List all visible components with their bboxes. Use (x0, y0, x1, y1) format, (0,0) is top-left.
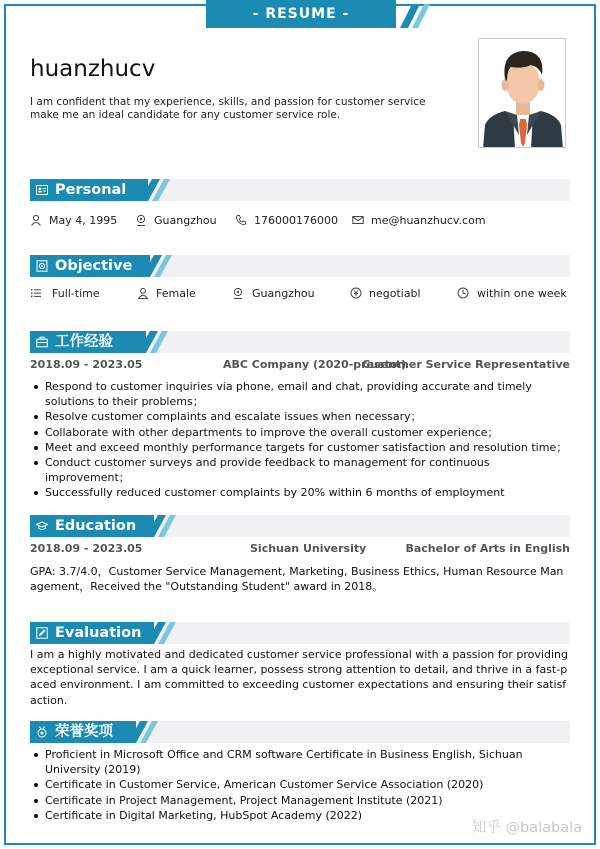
honors-section-header (30, 721, 136, 743)
personal-section-header (30, 179, 148, 201)
evaluation-text: I am a highly motivated and dedicated customer service professional with a passion for providing exceptional service. I am a quick learner, possess strong attention to detail, and thrive in a fast-paced environment. I am committed to exceeding customer expectations and ensuring their satisfaction. (30, 648, 568, 707)
list-item: Successfully reduced customer complaints by 20% within 6 months of employment (45, 485, 570, 500)
education-school: Sichuan University (250, 542, 367, 555)
availability: within one week (477, 287, 567, 300)
list-item: Meet and exceed monthly performance targets for customer satisfaction and resolution time； (45, 440, 570, 455)
list-item: Certificate in Project Management, Project Management Institute (2021) (45, 793, 570, 808)
email-address: me@huanzhucv.com (371, 214, 486, 227)
medal-icon (36, 726, 48, 738)
target-icon (36, 260, 48, 272)
education-details: GPA: 3.7/4.0，Customer Service Management, Marketing, Business Ethics, Human Resource Management，Received the "Outstanding Student" award in 2018。 (30, 565, 564, 594)
section-stripes-decoration (138, 331, 178, 353)
section-stripes-decoration (146, 622, 186, 644)
education-period: 2018.09 - 2023.05 (30, 542, 143, 555)
location: Guangzhou (154, 214, 217, 227)
watermark: 知乎 @balabala (471, 820, 582, 836)
list-item: Respond to customer inquiries via phone, email and chat, providing accurate and timely solutions to their problems； (45, 379, 570, 409)
person-icon (137, 287, 149, 299)
graduation-cap-icon (36, 520, 48, 532)
evaluation-section-title: Evaluation (55, 625, 142, 641)
envelope-icon (352, 214, 364, 226)
education-section-header (30, 515, 154, 537)
salary: negotiabl (369, 287, 421, 300)
education-entry-header (30, 542, 570, 556)
personal-section-title: Personal (55, 182, 127, 198)
list-icon (30, 287, 42, 299)
job-type: Full-time (52, 287, 100, 300)
section-stripes-decoration (140, 179, 180, 201)
candidate-name: huanzhucv (30, 56, 156, 82)
phone-icon (235, 214, 247, 226)
work-section-bar (30, 331, 570, 353)
tab-stripes-decoration (390, 4, 430, 28)
work-role: Customer Service Representative (362, 358, 570, 371)
education-degree: Bachelor of Arts in English (405, 542, 570, 555)
gender: Female (156, 287, 196, 300)
briefcase-icon (36, 336, 48, 348)
list-item: Resolve customer complaints and escalate issues when necessary； (45, 409, 570, 424)
birth-date: May 4, 1995 (49, 214, 118, 227)
avatar-illustration (479, 39, 566, 148)
list-item: Conduct customer surveys and provide feedback to management for continuous improvement； (45, 455, 570, 485)
evaluation-section-bar (30, 622, 570, 644)
intro-text: I am confident that my experience, skills, and passion for customer service make me an ideal candidate for any customer service role. (30, 96, 426, 121)
objective-info-row (30, 287, 570, 301)
pencil-icon (36, 627, 48, 639)
education-section-bar (30, 515, 570, 537)
id-card-icon (36, 184, 48, 196)
map-pin-icon (135, 214, 147, 226)
phone-number: 176000176000 (254, 214, 338, 227)
honors-list (45, 747, 570, 823)
work-section-header (30, 331, 146, 353)
education-section-title: Education (55, 518, 137, 534)
section-stripes-decoration (142, 255, 182, 277)
honors-section-bar (30, 721, 570, 743)
work-period: 2018.09 - 2023.05 (30, 358, 143, 371)
clock-icon (457, 287, 469, 299)
section-stripes-decoration (146, 515, 186, 537)
objective-section-header (30, 255, 150, 277)
person-icon (30, 214, 42, 226)
honors-section-title: 荣誉奖项 (55, 724, 113, 740)
objective-section-title: Objective (55, 258, 133, 274)
objective-section-bar (30, 255, 570, 277)
map-pin-icon (232, 287, 244, 299)
resume-tab: - RESUME - (206, 0, 396, 28)
section-stripes-decoration (128, 721, 168, 743)
work-entry-header (30, 358, 570, 372)
work-company: ABC Company (2020-present) (223, 358, 407, 371)
list-item: Proficient in Microsoft Office and CRM software Certificate in Business English, Sichuan University (2019) (45, 747, 570, 777)
profile-photo (478, 38, 566, 148)
list-item: Certificate in Customer Service, American Customer Service Association (2020) (45, 777, 570, 792)
personal-section-bar (30, 179, 570, 201)
list-item: Collaborate with other departments to improve the overall customer experience； (45, 425, 570, 440)
work-responsibilities-list (45, 379, 570, 501)
city: Guangzhou (252, 287, 315, 300)
work-section-title: 工作经验 (55, 334, 113, 350)
personal-info-row (30, 214, 570, 228)
coin-icon (350, 287, 362, 299)
list-item: Certificate in Digital Marketing, HubSpot Academy (2022) (45, 808, 570, 823)
evaluation-section-header (30, 622, 154, 644)
